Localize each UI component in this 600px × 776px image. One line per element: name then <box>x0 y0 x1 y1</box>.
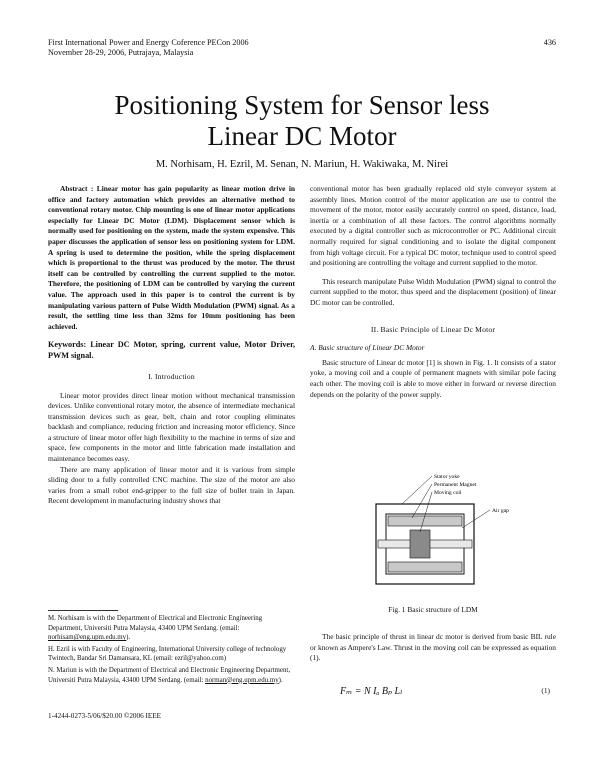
title-line-1: Positioning System for Sensor less <box>114 90 490 120</box>
author-list: M. Norhisam, H. Ezril, M. Senan, N. Mariun, H. Wakiwaka, M. Nirei <box>155 159 449 170</box>
email-link[interactable]: norhisam@eng.upm.edu.my <box>48 634 127 642</box>
footnote-text: ). <box>126 634 131 642</box>
keywords: Keywords: Linear DC Motor, spring, current value, Motor Driver, PWM signal. <box>48 340 295 361</box>
leader-line <box>462 510 490 528</box>
conference-date: November 28-29, 2006, Putrajaya, Malaysia <box>48 47 194 57</box>
page-number: 436 <box>543 38 556 47</box>
footnote-rule <box>48 610 118 611</box>
title-line-2: Linear DC Motor <box>207 121 397 151</box>
equation-number: (1) <box>541 686 550 695</box>
right-paragraph-1: conventional motor has been gradually replaced old style conveyor system at assembly lines. Motion control of the motor application are use to control the movement of the motor, motor easily accurately control on speed, distance, load, inertia or a combination of all these factors. The control algorithms normally executed by a digital controller such as microcontroller or PC. Additional circuit normally required for signal conditioning and to isolate the digital component from high voltage circuit. For a typical DC motor, technique used to control speed and positioning are controlling the voltage and current supplied to the motor. <box>310 184 556 268</box>
permanent-magnet-top <box>388 516 462 526</box>
footnote-text: N. Mariun is with the Department of Electrical and Electronic Engineering Department, Universiti Putra Malaysia, 43400 UPM Serdang. (email: <box>48 666 291 684</box>
intro-paragraph-2: There are many application of linear motor and it is various from simple sliding door to a fully controlled CNC machine. The size of the motor are also varies from a small robot end-gripper to the full size of bullet train in Japan. Recent development in manufacturing industry shows that <box>48 464 295 506</box>
conference-name: First International Power and Energy Coference PECon 2006 <box>48 38 249 47</box>
footnote-text: M. Norhisam is with the Department of Electrical and Electronic Engineering Department, Universiti Putra Malaysia, 43400 UPM Serdang. (email: <box>48 615 263 632</box>
label-permanent-magnet: Permanent Magnet <box>434 482 477 488</box>
structure-paragraph: Basic structure of Linear dc motor [1] is shown in Fig. 1. It consists of a stator yoke, a moving coil and a couple of permanent magnets with similar pole facing each other. The moving coil is able to move either in forward or reverse direction depends on the polarity of the power supply. <box>310 357 556 399</box>
section-basic-principle-heading: II. Basic Principle of Linear Dc Motor <box>370 324 496 334</box>
isbn-line: 1-4244-0273-5/06/$20.00 ©2006 IEEE <box>48 712 162 720</box>
figure-caption: Fig. 1 Basic structure of LDM <box>388 605 478 614</box>
paper-title <box>48 90 556 152</box>
section-introduction-heading: I. Introduction <box>148 371 195 381</box>
leader-line <box>412 484 432 518</box>
label-moving-coil: Moving coil <box>434 490 462 496</box>
right-column <box>310 184 556 400</box>
figure-ldm-structure <box>372 470 522 590</box>
abstract: Abstract : Linear motor has gain popularity as linear motion drive in office and factory automation which provides an alternative method to conventional rotary motor. Chip mounting is one of linear motor applications especially for Linear DC Motor (LDM). Displacement sensor which is normally used for positioning on the system, made the system expensive. This paper discusses the application of sensor less on positioning system for LDM. A spring is used to determine the position, while the spring displacement which is proportional to the thrust was produced by the motor. The thrust itself can be controlled by controlling the current supplied to the motor. Therefore, the positioning of LDM can be controlled by varying the current value. The approach used in this paper is to control the current is by manipulating various pattern of Pulse Width Modulation (PWM) signal. As a result, the settling time less than 32ms for 10mm positioning has been achieved. <box>48 184 295 331</box>
footnote-mariun <box>48 666 295 685</box>
label-air-gap: Air gap <box>492 508 509 514</box>
leader-line <box>402 476 432 504</box>
footnote-norhisam <box>48 614 295 643</box>
equation-body: Fₘ = N Iₐ Bₚ Lₗ <box>340 686 403 697</box>
right-paragraph-2: This research manipulate Pulse Width Modulation (PWM) signal to control the current supplied to the motor, thus speed and the displacement (position) of linear DC motor can be controlled. <box>310 276 556 307</box>
moving-coil <box>410 530 430 558</box>
footnote-text: ). <box>278 676 283 684</box>
left-column <box>48 184 295 507</box>
equation-1 <box>310 686 556 702</box>
thrust-paragraph: The basic principle of thrust in linear dc motor is derived from basic BIL rule or known as Ampere's Law. Thrust in the moving coil can be expressed as equation (1). <box>310 632 556 663</box>
thrust-paragraph-wrap <box>310 632 556 664</box>
subsection-basic-structure: A. Basic structure of Linear DC Motor <box>310 343 425 353</box>
label-stator-yoke: Stator yoke <box>434 474 460 480</box>
conference-info <box>48 38 249 57</box>
permanent-magnet-bottom <box>388 562 462 572</box>
email-link[interactable]: norman@eng.upm.edu.my <box>205 676 279 684</box>
author-footnotes <box>48 614 295 687</box>
footnote-ezril: H. Ezril is with Faculty of Engineering, International University college of technology Twintech, Bandar Sri Damansara, KL (email: ezril@yahoo.com) <box>48 645 287 663</box>
intro-paragraph-1: Linear motor provides direct linear motion without mechanical transmission devices. Unlike conventional rotary motor, the absence of intermediate mechanical transmission devices such as gear, belt, chain and rotor coupling eliminates backlash and compliance, reducing friction and increasing motor efficiency. Since a structure of linear motor offer high flexibility to the machine in terms of size and space, few components in the motor and little fabrication made installation and maintenance becomes easy. <box>48 390 295 464</box>
